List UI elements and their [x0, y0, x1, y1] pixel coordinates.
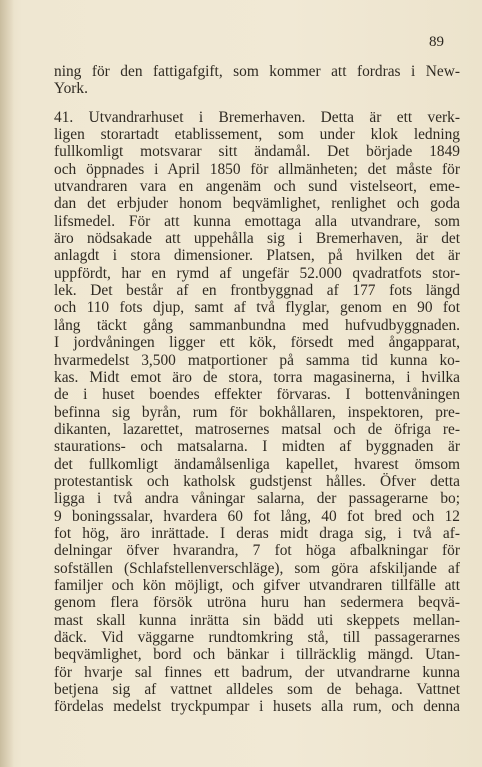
- text-line: familjer och kön möjligt, och gifver utvandraren tillfälle att: [54, 576, 460, 594]
- text-line: de i huset boendes effekter förvaras. I bottenvåningen: [54, 386, 460, 404]
- text-line: 9 boningssalar, hvardera 60 fot lång, 40 fot bred och 12: [54, 507, 460, 525]
- text-line: fullkomligt motsvarar sitt ändamål. Det började 1849: [54, 143, 460, 161]
- text-line: dan det erbjuder honom beqvämlighet, renlighet och goda: [54, 195, 460, 213]
- text-line: sofställen (Schlafstellenverschläge), som göra afskiljande af: [54, 559, 460, 577]
- text-line: fot hög, äro inrättade. I deras midt draga sig, i två af-: [54, 524, 460, 542]
- text-line: för hvarje sal finnes ett badrum, der utvandrarne kunna: [54, 663, 460, 681]
- text-line: ligga i två andra våningar salarna, der passagerarne bo;: [54, 490, 460, 508]
- text-line: lek. Det består af en frontbyggnad af 177 fots längd: [54, 282, 460, 300]
- page-gutter-shadow: [0, 0, 14, 767]
- text-line: befinna sig byrån, rum för bokhållaren, inspektoren, pre-: [54, 403, 460, 421]
- text-line: betjena sig af vattnet alldeles som de behaga. Vattnet: [54, 681, 460, 699]
- page-number: 89: [429, 34, 444, 50]
- text-line: hvarmedelst 3,500 matportioner på samma tid kunna ko-: [54, 351, 460, 369]
- text-line: protestantisk och katholsk gudstjenst hålles. Öfver detta: [54, 472, 460, 490]
- text-line: anlagdt i stora dimensioner. Platsen, på hvilken det är: [54, 247, 460, 265]
- text-line: uppfördt, har en rymd af ungefär 52.000 qvadratfots stor-: [54, 264, 460, 282]
- text-line: däck. Vid väggarne rundtomkring stå, till passagerarnes: [54, 629, 460, 646]
- text-line: kas. Midt emot äro de stora, torra magasinerna, i hvilka: [54, 368, 460, 386]
- text-line: ligen storartadt etablissement, som under klok ledning: [54, 126, 460, 144]
- text-line: genom flera försök utröna huru han sedermera beqvä-: [54, 594, 460, 612]
- text-line: fördelas medelst tryckpumpar i husets alla rum, och denna: [54, 698, 460, 716]
- text-line: dikanten, lazarettet, matrosernes matsal och de öfriga re-: [54, 420, 460, 438]
- text-line: York.: [54, 80, 88, 98]
- text-line: och öppnades i April 1850 för allmänheten; det måste för: [54, 160, 460, 178]
- text-line: utvandraren vara en angenäm och sund vistelseort, eme-: [54, 178, 460, 196]
- text-line: lifsmedel. För att kunna emottaga alla utvandrare, som: [54, 212, 460, 230]
- text-line: beqvämlighet, bord och bänkar i tillräcklig mängd. Utan-: [54, 646, 460, 664]
- text-line: och 110 fots djup, samt af två flyglar, genom en 90 fot: [54, 299, 460, 317]
- text-line: mast skall kunna inrätta sin bädd uti skeppets mellan-: [54, 611, 460, 629]
- text-line: lång täckt gång sammanbundna med hufvudbyggnaden.: [54, 316, 460, 334]
- text-line: delningar öfver hvarandra, 7 fot höga afbalkningar för: [54, 542, 460, 560]
- text-line: I jordvåningen ligger ett kök, försedt med ångapparat,: [54, 334, 460, 352]
- text-line: äro nödsakade att uppehålla sig i Bremerhaven, är det: [54, 230, 460, 248]
- text-line: ning för den fattigafgift, som kommer att fordras i New-: [54, 63, 460, 80]
- text-line: det fullkomligt ändamålsenliga kapellet, hvarest ömsom: [54, 455, 460, 473]
- text-line: staurations- och matsalarna. I midten af byggnaden är: [54, 438, 460, 456]
- body-text: [54, 63, 460, 716]
- text-line: 41. Utvandrarhuset i Bremerhaven. Detta är ett verk-: [54, 108, 460, 126]
